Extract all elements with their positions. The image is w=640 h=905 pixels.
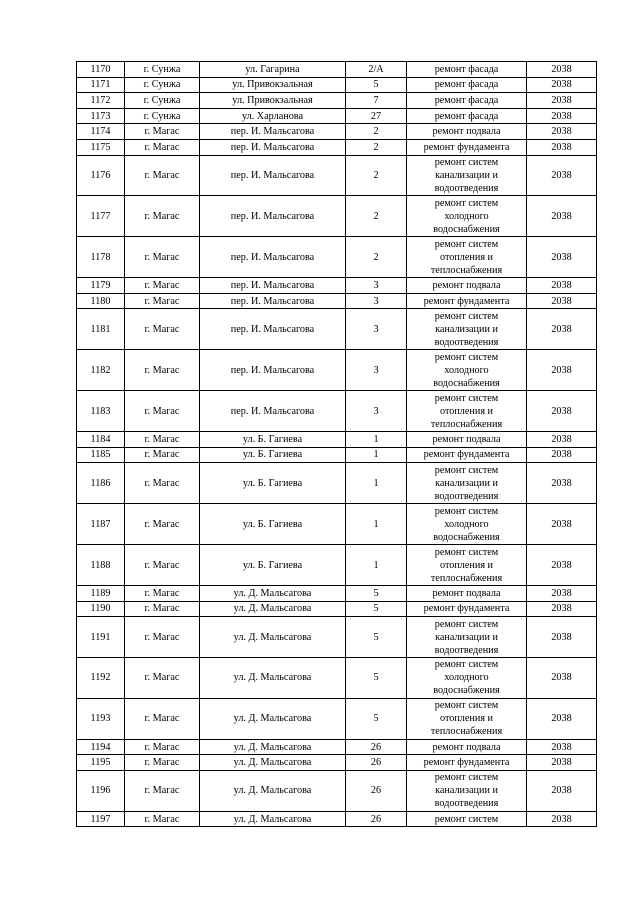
house-number-cell: 26 [346, 811, 407, 827]
work-type-cell [407, 391, 527, 432]
work-type-line: ремонт подвала [432, 433, 501, 445]
house-number-cell: 1 [346, 545, 407, 586]
work-type-line: канализации и [435, 323, 498, 335]
work-type-line: холодного [444, 210, 489, 222]
work-type-cell [407, 432, 527, 448]
house-number-cell: 1 [346, 504, 407, 545]
work-type-cell [407, 108, 527, 124]
work-type-line: ремонт фасада [434, 79, 499, 91]
table-row [77, 545, 597, 586]
table-row [77, 391, 597, 432]
street-cell: ул. Б. Гагиева [200, 545, 346, 586]
work-type-cell [407, 771, 527, 812]
year-cell: 2038 [527, 755, 597, 771]
work-type-line: ремонт подвала [432, 126, 501, 138]
work-type-cell [407, 617, 527, 658]
work-type-line: ремонт фасада [434, 63, 499, 75]
city-cell: г. Магас [125, 391, 200, 432]
work-type-line: ремонт систем [434, 546, 499, 558]
city-cell: г. Сунжа [125, 108, 200, 124]
work-type-line: водоснабжения [433, 685, 500, 697]
city-cell: г. Магас [125, 447, 200, 463]
table-row [77, 139, 597, 155]
work-type-cell [407, 698, 527, 739]
work-type-line: канализации и [435, 631, 498, 643]
city-cell: г. Магас [125, 293, 200, 309]
row-number-cell: 1176 [77, 155, 125, 196]
year-cell: 2038 [527, 108, 597, 124]
work-type-cell [407, 601, 527, 617]
house-number-cell: 3 [346, 391, 407, 432]
table-row [77, 811, 597, 827]
work-type-line: теплоснабжения [430, 572, 503, 584]
work-type-line: ремонт систем [434, 157, 499, 168]
row-number-cell: 1172 [77, 93, 125, 109]
row-number-cell: 1190 [77, 601, 125, 617]
street-cell: ул. Д. Мальсагова [200, 739, 346, 755]
row-number-cell: 1192 [77, 658, 125, 699]
street-cell: пер. И. Мальсагова [200, 124, 346, 140]
work-type-cell [407, 447, 527, 463]
work-type-cell [407, 278, 527, 294]
year-cell: 2038 [527, 463, 597, 504]
work-type-line: водоотведения [434, 644, 499, 656]
street-cell: пер. И. Мальсагова [200, 350, 346, 391]
city-cell: г. Магас [125, 601, 200, 617]
year-cell: 2038 [527, 617, 597, 658]
street-cell: ул. Гагарина [200, 62, 346, 78]
year-cell: 2038 [527, 585, 597, 601]
street-cell: ул. Привокзальная [200, 77, 346, 93]
work-type-cell [407, 309, 527, 350]
work-type-cell [407, 77, 527, 93]
table-body [77, 62, 597, 827]
row-number-cell: 1174 [77, 124, 125, 140]
year-cell: 2038 [527, 698, 597, 739]
work-type-line: канализации и [435, 477, 498, 489]
work-type-line: теплоснабжения [430, 264, 503, 276]
work-type-cell [407, 658, 527, 699]
house-number-cell: 2 [346, 155, 407, 196]
table-row [77, 771, 597, 812]
house-number-cell: 5 [346, 658, 407, 699]
year-cell: 2038 [527, 601, 597, 617]
house-number-cell: 2/А [346, 62, 407, 78]
row-number-cell: 1175 [77, 139, 125, 155]
city-cell: г. Магас [125, 585, 200, 601]
year-cell: 2038 [527, 739, 597, 755]
table-row [77, 739, 597, 755]
work-type-cell [407, 739, 527, 755]
year-cell: 2038 [527, 391, 597, 432]
street-cell: ул. Д. Мальсагова [200, 585, 346, 601]
work-type-cell [407, 350, 527, 391]
work-type-line: канализации и [435, 170, 498, 181]
repair-schedule-table [76, 61, 597, 827]
table-row [77, 196, 597, 237]
table-row [77, 124, 597, 140]
city-cell: г. Магас [125, 617, 200, 658]
work-type-line: отопления и [439, 405, 494, 417]
house-number-cell: 1 [346, 447, 407, 463]
city-cell: г. Магас [125, 309, 200, 350]
work-type-line: ремонт фундамента [423, 295, 510, 307]
work-type-cell [407, 293, 527, 309]
work-type-line: теплоснабжения [430, 726, 503, 738]
city-cell: г. Магас [125, 739, 200, 755]
work-type-cell [407, 237, 527, 278]
year-cell: 2038 [527, 432, 597, 448]
row-number-cell: 1191 [77, 617, 125, 658]
work-type-line: холодного [444, 518, 489, 530]
work-type-line: ремонт фундамента [423, 141, 510, 153]
row-number-cell: 1185 [77, 447, 125, 463]
table-row [77, 77, 597, 93]
work-type-cell [407, 93, 527, 109]
year-cell: 2038 [527, 309, 597, 350]
city-cell: г. Магас [125, 463, 200, 504]
street-cell: ул. Д. Мальсагова [200, 617, 346, 658]
work-type-line: ремонт систем [434, 464, 499, 476]
house-number-cell: 1 [346, 463, 407, 504]
house-number-cell: 26 [346, 771, 407, 812]
house-number-cell: 26 [346, 755, 407, 771]
city-cell: г. Магас [125, 811, 200, 827]
city-cell: г. Магас [125, 545, 200, 586]
table-row [77, 585, 597, 601]
row-number-cell: 1197 [77, 811, 125, 827]
work-type-line: ремонт систем [434, 659, 499, 671]
street-cell: ул. Д. Мальсагова [200, 601, 346, 617]
street-cell: пер. И. Мальсагова [200, 237, 346, 278]
year-cell: 2038 [527, 771, 597, 812]
table-row [77, 155, 597, 196]
table-row [77, 62, 597, 78]
row-number-cell: 1178 [77, 237, 125, 278]
work-type-line: канализации и [435, 785, 498, 797]
street-cell: ул. Д. Мальсагова [200, 658, 346, 699]
city-cell: г. Магас [125, 504, 200, 545]
house-number-cell: 5 [346, 698, 407, 739]
city-cell: г. Магас [125, 237, 200, 278]
work-type-cell [407, 585, 527, 601]
work-type-line: ремонт фасада [434, 94, 499, 106]
row-number-cell: 1182 [77, 350, 125, 391]
city-cell: г. Сунжа [125, 77, 200, 93]
table-row [77, 447, 597, 463]
row-number-cell: 1195 [77, 755, 125, 771]
street-cell: ул. Привокзальная [200, 93, 346, 109]
work-type-line: ремонт систем [434, 310, 499, 322]
work-type-line: ремонт систем [434, 618, 499, 630]
year-cell: 2038 [527, 93, 597, 109]
work-type-line: холодного [444, 364, 489, 376]
work-type-line: водоотведения [434, 336, 499, 348]
house-number-cell: 3 [346, 293, 407, 309]
street-cell: ул. Д. Мальсагова [200, 698, 346, 739]
house-number-cell: 3 [346, 309, 407, 350]
city-cell: г. Магас [125, 196, 200, 237]
work-type-cell [407, 139, 527, 155]
street-cell: пер. И. Мальсагова [200, 155, 346, 196]
work-type-line: водоотведения [434, 490, 499, 502]
work-type-cell [407, 124, 527, 140]
year-cell: 2038 [527, 545, 597, 586]
row-number-cell: 1186 [77, 463, 125, 504]
work-type-line: отопления и [439, 251, 494, 263]
work-type-line: ремонт систем [434, 772, 499, 784]
year-cell: 2038 [527, 139, 597, 155]
work-type-cell [407, 196, 527, 237]
year-cell: 2038 [527, 155, 597, 196]
street-cell: ул. Б. Гагиева [200, 447, 346, 463]
street-cell: ул. Б. Гагиева [200, 463, 346, 504]
street-cell: пер. И. Мальсагова [200, 391, 346, 432]
street-cell: ул. Д. Мальсагова [200, 755, 346, 771]
work-type-cell [407, 155, 527, 196]
city-cell: г. Магас [125, 755, 200, 771]
table-row [77, 278, 597, 294]
work-type-line: холодного [444, 672, 489, 684]
work-type-line: водоотведения [434, 798, 499, 810]
row-number-cell: 1189 [77, 585, 125, 601]
street-cell: пер. И. Мальсагова [200, 278, 346, 294]
work-type-line: ремонт систем [434, 700, 499, 712]
work-type-line: ремонт фундамента [423, 603, 510, 615]
street-cell: пер. И. Мальсагова [200, 293, 346, 309]
work-type-line: водоснабжения [433, 377, 500, 389]
work-type-cell [407, 463, 527, 504]
work-type-line: водоснабжения [433, 223, 500, 235]
work-type-line: ремонт подвала [432, 587, 501, 599]
city-cell: г. Магас [125, 278, 200, 294]
year-cell: 2038 [527, 293, 597, 309]
house-number-cell: 5 [346, 601, 407, 617]
work-type-cell [407, 811, 527, 827]
year-cell: 2038 [527, 447, 597, 463]
table-row [77, 108, 597, 124]
city-cell: г. Сунжа [125, 62, 200, 78]
house-number-cell: 5 [346, 585, 407, 601]
table-row [77, 237, 597, 278]
house-number-cell: 2 [346, 196, 407, 237]
city-cell: г. Магас [125, 771, 200, 812]
city-cell: г. Магас [125, 139, 200, 155]
year-cell: 2038 [527, 278, 597, 294]
year-cell: 2038 [527, 62, 597, 78]
row-number-cell: 1194 [77, 739, 125, 755]
street-cell: пер. И. Мальсагова [200, 309, 346, 350]
house-number-cell: 3 [346, 278, 407, 294]
year-cell: 2038 [527, 196, 597, 237]
row-number-cell: 1183 [77, 391, 125, 432]
city-cell: г. Сунжа [125, 93, 200, 109]
table-row [77, 617, 597, 658]
table-row [77, 601, 597, 617]
work-type-line: ремонт фасада [434, 110, 499, 122]
house-number-cell: 2 [346, 139, 407, 155]
work-type-line: водоотведения [434, 183, 499, 194]
work-type-line: теплоснабжения [430, 418, 503, 430]
work-type-cell [407, 62, 527, 78]
table-row [77, 432, 597, 448]
row-number-cell: 1180 [77, 293, 125, 309]
house-number-cell: 5 [346, 617, 407, 658]
street-cell: пер. И. Мальсагова [200, 196, 346, 237]
row-number-cell: 1177 [77, 196, 125, 237]
street-cell: ул. Б. Гагиева [200, 504, 346, 545]
street-cell: ул. Д. Мальсагова [200, 771, 346, 812]
table-row [77, 350, 597, 391]
row-number-cell: 1184 [77, 432, 125, 448]
house-number-cell: 27 [346, 108, 407, 124]
city-cell: г. Магас [125, 155, 200, 196]
table-row [77, 309, 597, 350]
year-cell: 2038 [527, 504, 597, 545]
work-type-line: ремонт систем [434, 813, 499, 825]
street-cell: ул. Д. Мальсагова [200, 811, 346, 827]
house-number-cell: 26 [346, 739, 407, 755]
table-row [77, 755, 597, 771]
row-number-cell: 1193 [77, 698, 125, 739]
work-type-line: ремонт систем [434, 351, 499, 363]
work-type-cell [407, 504, 527, 545]
work-type-line: ремонт систем [434, 392, 499, 404]
work-type-line: отопления и [439, 713, 494, 725]
year-cell: 2038 [527, 77, 597, 93]
table-row [77, 463, 597, 504]
table-row [77, 93, 597, 109]
house-number-cell: 2 [346, 237, 407, 278]
work-type-line: ремонт подвала [432, 741, 501, 753]
city-cell: г. Магас [125, 124, 200, 140]
row-number-cell: 1170 [77, 62, 125, 78]
year-cell: 2038 [527, 658, 597, 699]
row-number-cell: 1188 [77, 545, 125, 586]
house-number-cell: 2 [346, 124, 407, 140]
table-row [77, 698, 597, 739]
house-number-cell: 7 [346, 93, 407, 109]
row-number-cell: 1179 [77, 278, 125, 294]
street-cell: ул. Харланова [200, 108, 346, 124]
work-type-line: ремонт фундамента [423, 449, 510, 461]
city-cell: г. Магас [125, 350, 200, 391]
row-number-cell: 1187 [77, 504, 125, 545]
work-type-line: ремонт систем [434, 505, 499, 517]
house-number-cell: 5 [346, 77, 407, 93]
house-number-cell: 3 [346, 350, 407, 391]
work-type-line: отопления и [439, 559, 494, 571]
street-cell: пер. И. Мальсагова [200, 139, 346, 155]
city-cell: г. Магас [125, 432, 200, 448]
work-type-line: ремонт подвала [432, 280, 501, 292]
work-type-cell [407, 545, 527, 586]
year-cell: 2038 [527, 124, 597, 140]
table-row [77, 658, 597, 699]
street-cell: ул. Б. Гагиева [200, 432, 346, 448]
table-row [77, 293, 597, 309]
house-number-cell: 1 [346, 432, 407, 448]
work-type-line: ремонт систем [434, 238, 499, 250]
year-cell: 2038 [527, 237, 597, 278]
work-type-line: ремонт систем [434, 197, 499, 209]
city-cell: г. Магас [125, 658, 200, 699]
work-type-line: водоснабжения [433, 531, 500, 543]
year-cell: 2038 [527, 811, 597, 827]
year-cell: 2038 [527, 350, 597, 391]
row-number-cell: 1196 [77, 771, 125, 812]
row-number-cell: 1181 [77, 309, 125, 350]
city-cell: г. Магас [125, 698, 200, 739]
work-type-cell [407, 755, 527, 771]
table-row [77, 504, 597, 545]
row-number-cell: 1171 [77, 77, 125, 93]
work-type-line: ремонт фундамента [423, 757, 510, 769]
row-number-cell: 1173 [77, 108, 125, 124]
